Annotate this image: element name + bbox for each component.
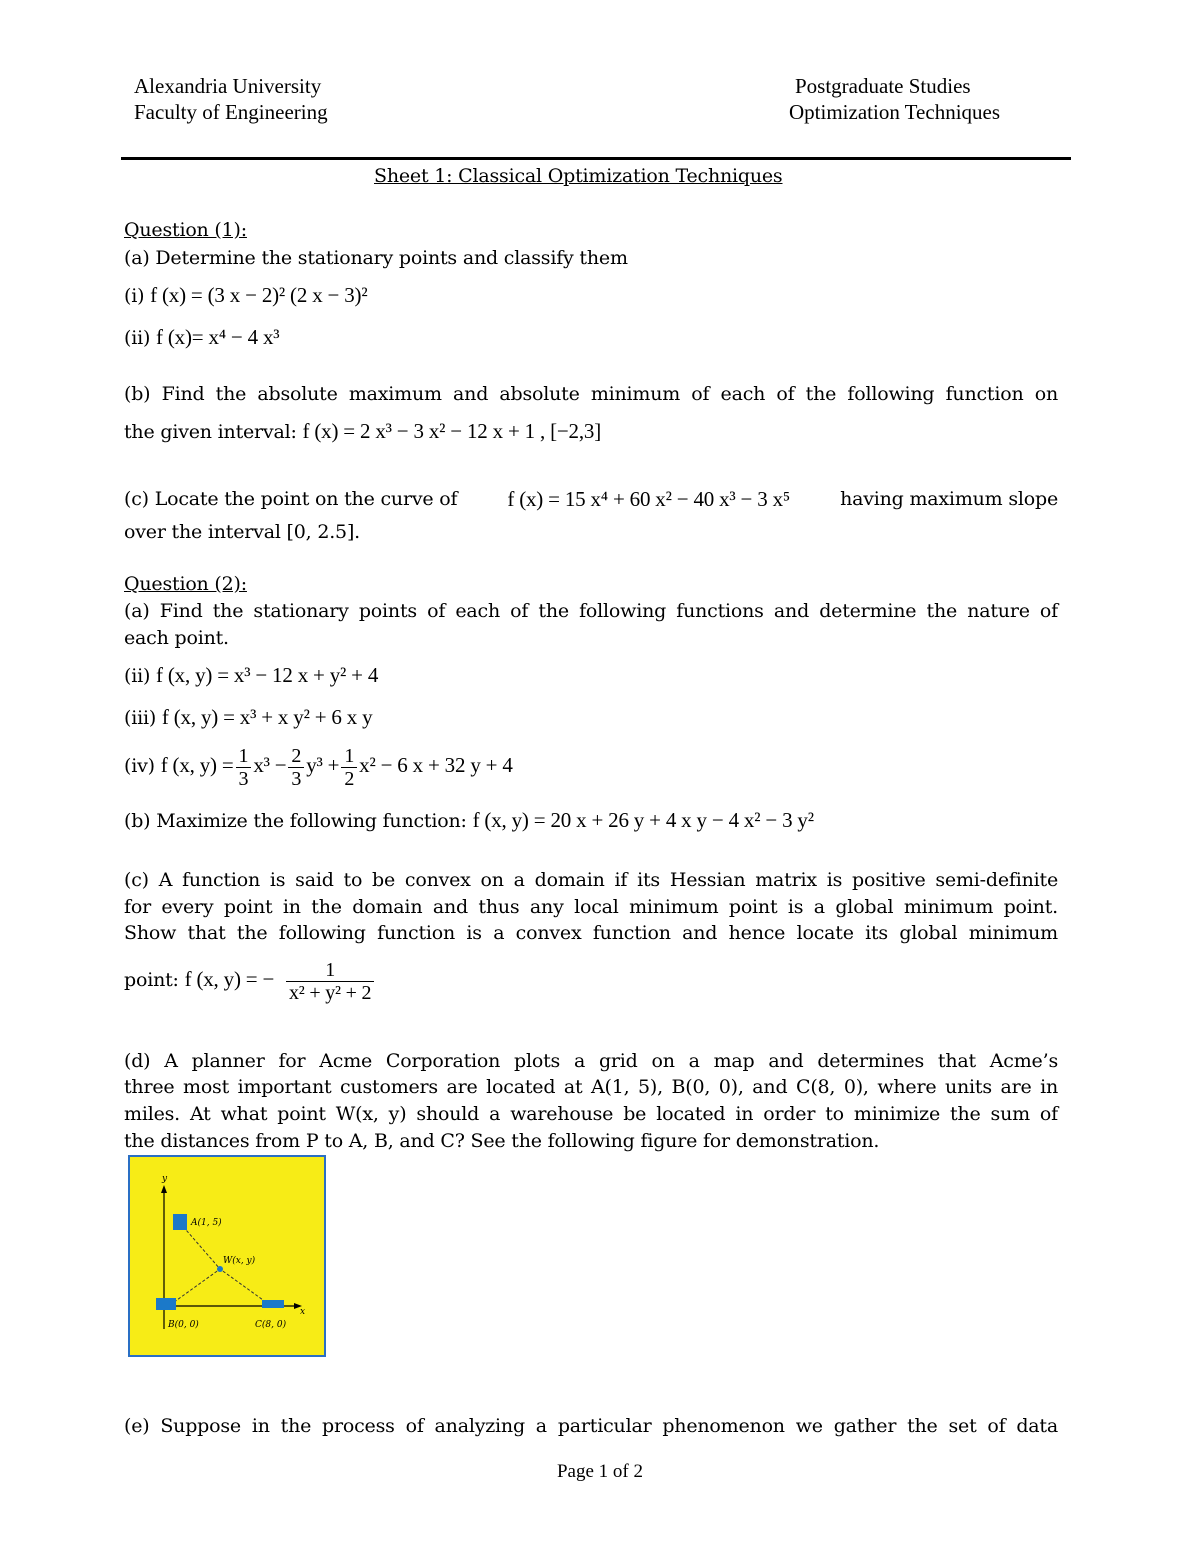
q2-a-iv-frac3: $\frac{1}{2}$ <box>341 745 357 790</box>
q1-heading: Question (1): <box>124 219 247 241</box>
marker-c <box>262 1300 284 1308</box>
q2-e-line1: (e) Suppose in the process of analyzing a particular phenomenon we gather the set of data <box>124 1415 1058 1437</box>
q2-heading: Question (2): <box>124 573 247 595</box>
q2-a-ii <box>124 662 378 689</box>
q2-d-line1: (d) A planner for Acme Corporation plots a grid on a map and determines that Acme’s <box>124 1050 1058 1072</box>
header-program: Postgraduate Studies <box>795 74 971 98</box>
q2-a-iii-label: (iii) <box>124 707 157 729</box>
q1-b-text: the given interval: <box>124 421 297 443</box>
q2-a-ii-label: (ii) <box>124 665 151 687</box>
marker-b <box>156 1298 176 1310</box>
q2-a-iii <box>124 704 372 731</box>
line-b-w <box>170 1269 220 1305</box>
q2-a-iv <box>124 737 513 794</box>
marker-w <box>217 1266 223 1272</box>
header-university: Alexandria University <box>134 74 322 98</box>
q2-c-line2: for every point in the domain and thus any local minimum point is a global minimum point. <box>124 896 1058 918</box>
q2-b-expr: f (x, y) = 20 x + 26 y + 4 x y − 4 x² − 3 y² <box>472 808 814 832</box>
q2-c-line1: (c) A function is said to be convex on a domain if its Hessian matrix is positive semi-definite <box>124 869 1058 891</box>
q1-c-expr: f (x) = 15 x⁴ + 60 x² − 40 x³ − 3 x⁵ <box>507 487 791 511</box>
q2-a-line2: each point. <box>124 627 229 649</box>
q2-c-frac: $\frac{1}{\text{x² + y² + 2}}$ <box>286 959 374 1004</box>
page-number: Page 1 of 2 <box>556 1461 643 1482</box>
q1-a-i <box>124 282 367 309</box>
header-divider <box>121 157 1071 160</box>
x-axis-label: x <box>300 1307 306 1317</box>
q1-a-ii-expr: f (x)= x⁴ − 4 x³ <box>156 325 280 349</box>
line-c-w <box>220 1269 270 1305</box>
q1-a-i-label: (i) <box>124 285 145 307</box>
q1-a-text: (a) Determine the stationary points and classify them <box>124 247 628 269</box>
q2-d-line4: the distances from P to A, B, and C? See the following figure for demonstration. <box>124 1130 880 1152</box>
q2-b-text: (b) Maximize the following function: <box>124 810 467 832</box>
q1-a-ii <box>124 324 279 351</box>
q2-a-iv-term1: x³ − <box>253 753 287 777</box>
q1-a-i-expr: f (x) = (3 x − 2)² (2 x − 3)² <box>150 283 368 307</box>
q2-a-iv-term2: y³ + <box>306 753 340 777</box>
q2-c-line3: Show that the following function is a convex function and hence locate its global minimum <box>124 922 1058 944</box>
label-c: C(8, 0) <box>255 1320 287 1330</box>
q1-a-ii-label: (ii) <box>124 327 151 349</box>
q2-a-ii-expr: f (x, y) = x³ − 12 x + y² + 4 <box>156 663 379 687</box>
q1-c-line1 <box>124 486 1058 512</box>
q1-b-line2 <box>124 418 601 445</box>
header-faculty: Faculty of Engineering <box>134 100 328 124</box>
y-axis-arrow <box>161 1185 167 1193</box>
warehouse-figure <box>128 1155 326 1357</box>
marker-a <box>173 1214 187 1230</box>
q1-c-line2: over the interval [0, 2.5]. <box>124 521 360 543</box>
q1-c-text-before: (c) Locate the point on the curve of <box>124 488 458 510</box>
q2-b <box>124 807 814 834</box>
q1-c-text-after: having maximum slope <box>840 488 1058 510</box>
y-axis-label: y <box>162 1174 168 1184</box>
label-w: W(x, y) <box>223 1256 256 1266</box>
q2-d-line2: three most important customers are located at A(1, 5), B(0, 0), and C(8, 0), where units are in <box>124 1076 1058 1098</box>
q2-a-iv-term3: x² − 6 x + 32 y + 4 <box>359 753 513 777</box>
q2-a-iv-frac2: $\frac{2}{3}$ <box>288 745 304 790</box>
q2-a-line1: (a) Find the stationary points of each of the following functions and determine the nature of <box>124 600 1058 622</box>
warehouse-diagram <box>130 1157 324 1355</box>
sheet-title: Sheet 1: Classical Optimization Techniques <box>374 165 783 187</box>
q2-a-iv-label: (iv) <box>124 755 155 777</box>
q2-a-iv-lhs: f (x, y) = <box>160 753 234 777</box>
q1-b-line1: (b) Find the absolute maximum and absolute minimum of each of the following function on <box>124 383 1058 405</box>
q2-a-iii-expr: f (x, y) = x³ + x y² + 6 x y <box>161 705 373 729</box>
q1-b-expr: f (x) = 2 x³ − 3 x² − 12 x + 1 , [−2,3] <box>302 419 601 443</box>
q2-c-line4 <box>124 950 376 1009</box>
q2-c-point-text: point: <box>124 969 179 991</box>
label-b: B(0, 0) <box>168 1320 199 1330</box>
header-course: Optimization Techniques <box>789 100 1001 124</box>
label-a: A(1, 5) <box>191 1218 222 1228</box>
q2-d-line3: miles. At what point W(x, y) should a warehouse be located in order to minimize the sum of <box>124 1103 1058 1125</box>
q2-a-iv-frac1: $\frac{1}{3}$ <box>236 745 252 790</box>
q2-c-lhs: f (x, y) = − <box>184 967 275 991</box>
